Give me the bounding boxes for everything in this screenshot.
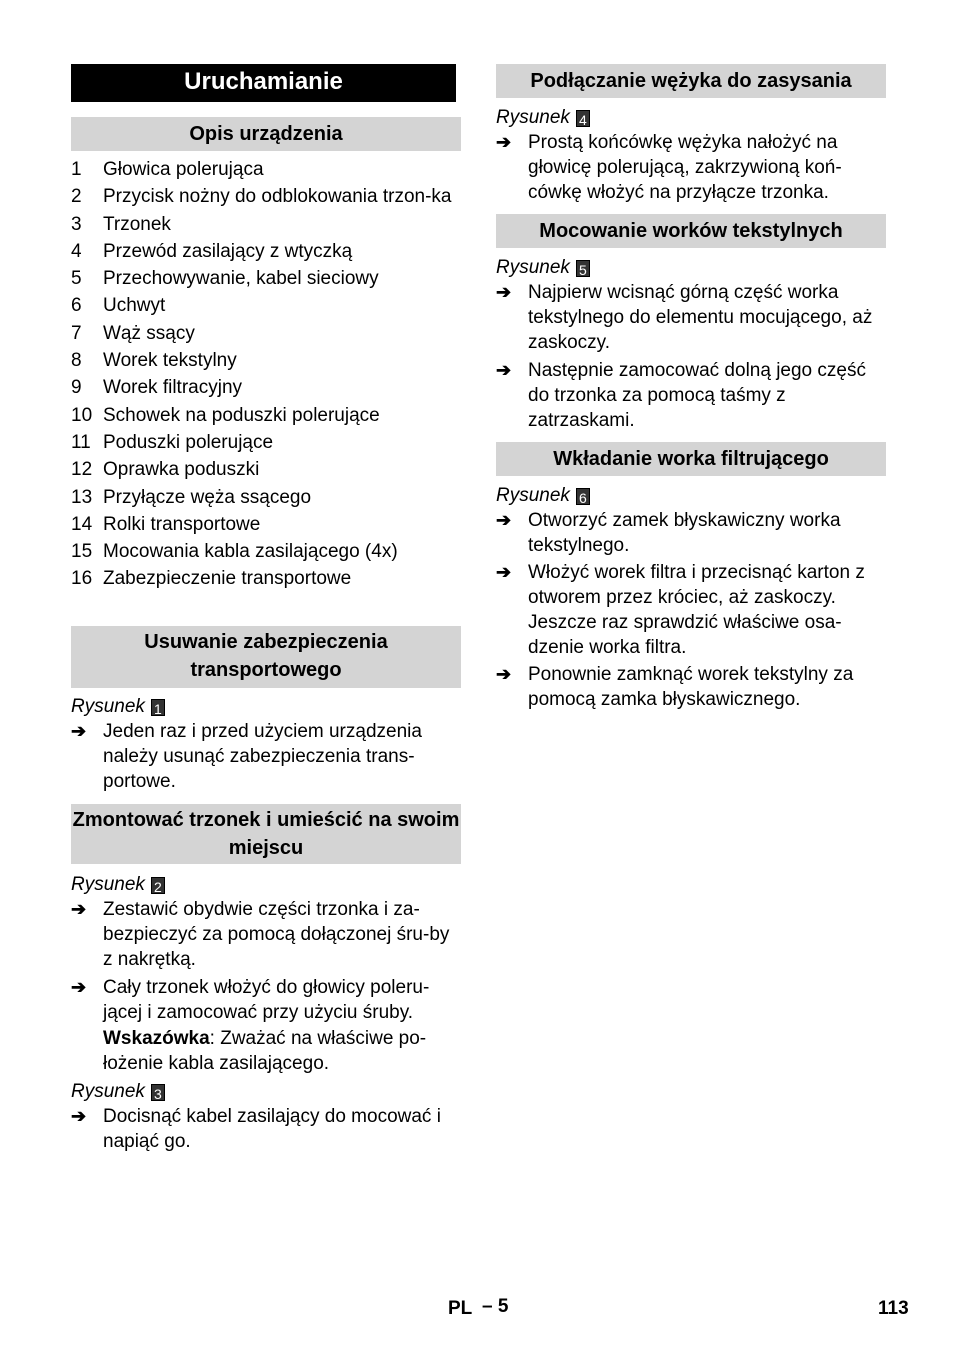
list-item: 9 Worek filtracyjny (71, 377, 243, 399)
instruction-step: ➔ Docisnąć kabel zasilający do mocować i napiąć go. (71, 1106, 441, 1152)
list-item: 11 Poduszki polerujące (71, 431, 274, 453)
list-item: 7 Wąż ssący (71, 322, 195, 344)
note-text: Wskazówka: Zważać na właściwe po-łożenie kabla zasilającego. (103, 1028, 427, 1074)
right-arrow-icon: ➔ (496, 562, 512, 582)
list-item: 2 Przycisk nożny do odblokowania trzon-ka (71, 186, 452, 208)
list-item: 15 Mocowania kabla zasilającego (4x) (71, 541, 398, 563)
figure-reference: Rysunek 5 (496, 255, 590, 280)
footer-language: PL (448, 1298, 473, 1319)
list-item: 5 Przechowywanie, kabel sieciowy (71, 268, 379, 290)
figure-reference: Rysunek 6 (496, 483, 590, 508)
figure-reference: Rysunek 3 (71, 1079, 165, 1104)
instruction-step: ➔ Prostą końcówkę wężyka nałożyć na głowicę polerującą, zakrzywioną koń-cówkę włożyć na przyłącze trzonka. (496, 132, 842, 203)
section-heading-transport-lock: Usuwanie zabezpieczenia transportowego (71, 626, 461, 688)
list-item: 14 Rolki transportowe (71, 513, 261, 535)
figure-number-badge: 1 (151, 699, 165, 716)
page-number: 113 (878, 1298, 909, 1319)
list-item: 8 Worek tekstylny (71, 350, 237, 372)
right-arrow-icon: ➔ (71, 977, 87, 997)
list-item: 3 Trzonek (71, 213, 171, 235)
section-heading-description: Opis urządzenia (71, 117, 461, 151)
instruction-step: ➔ Zestawić obydwie części trzonka i za-bezpieczyć za pomocą dołączonej śru-by z nakrętką. (71, 899, 450, 970)
list-item: 10 Schowek na poduszki polerujące (71, 404, 380, 426)
figure-number-badge: 3 (151, 1084, 165, 1101)
figure-reference: Rysunek 4 (496, 105, 590, 130)
right-arrow-icon: ➔ (496, 510, 512, 530)
page-title: Uruchamianie (71, 64, 456, 102)
instruction-step: ➔ Jeden raz i przed użyciem urządzenia należy usunąć zabezpieczenia trans-portowe. (71, 721, 422, 792)
instruction-step: ➔ Cały trzonek włożyć do głowicy poleru-jącej i zamocować przy użyciu śruby. (71, 977, 430, 1023)
right-arrow-icon: ➔ (496, 664, 512, 684)
list-item: 4 Przewód zasilający z wtyczką (71, 240, 353, 262)
section-heading-filter-bag: Wkładanie worka filtrującego (496, 442, 886, 476)
right-arrow-icon: ➔ (71, 1106, 87, 1126)
right-arrow-icon: ➔ (71, 899, 87, 919)
instruction-step: ➔ Otworzyć zamek błyskawiczny worka tekstylnego. (496, 510, 841, 556)
section-heading-hose: Podłączanie wężyka do zasysania (496, 64, 886, 98)
list-item: 6 Uchwyt (71, 295, 166, 317)
list-item: 13 Przyłącze węża ssącego (71, 486, 312, 508)
section-heading-textile-bags: Mocowanie worków tekstylnych (496, 214, 886, 248)
section-heading-mount-handle: Zmontować trzonek i umieścić na swoim miejscu (71, 804, 461, 864)
list-item: 16 Zabezpieczenie transportowe (71, 568, 352, 590)
footer-section-page: – 5 (482, 1296, 509, 1317)
right-arrow-icon: ➔ (71, 721, 87, 741)
instruction-step: ➔ Najpierw wcisnąć górną część worka tekstylnego do elementu mocującego, aż zaskoczy. (496, 282, 873, 353)
instruction-step: ➔ Następnie zamocować dolną jego część do trzonka za pomocą taśmy z zatrzaskami. (496, 360, 866, 431)
figure-number-badge: 2 (151, 877, 165, 894)
list-item: 1 Głowica polerująca (71, 159, 264, 180)
figure-reference: Rysunek 2 (71, 872, 165, 897)
figure-reference: Rysunek 1 (71, 694, 165, 719)
right-arrow-icon: ➔ (496, 360, 512, 380)
list-item: 12 Oprawka poduszki (71, 459, 260, 481)
figure-number-badge: 6 (576, 488, 590, 505)
figure-number-badge: 5 (576, 260, 590, 277)
right-arrow-icon: ➔ (496, 132, 512, 152)
right-arrow-icon: ➔ (496, 282, 512, 302)
figure-number-badge: 4 (576, 110, 590, 127)
instruction-step: ➔ Ponownie zamknąć worek tekstylny za pomocą zamka błyskawicznego. (496, 664, 854, 710)
parts-list (71, 157, 461, 594)
instruction-step: ➔ Włożyć worek filtra i przecisnąć karton z otworem przez króciec, aż zaskoczy. Jeszcze raz sprawdzić właściwe osa-dzenie worka filtra. (496, 562, 865, 658)
